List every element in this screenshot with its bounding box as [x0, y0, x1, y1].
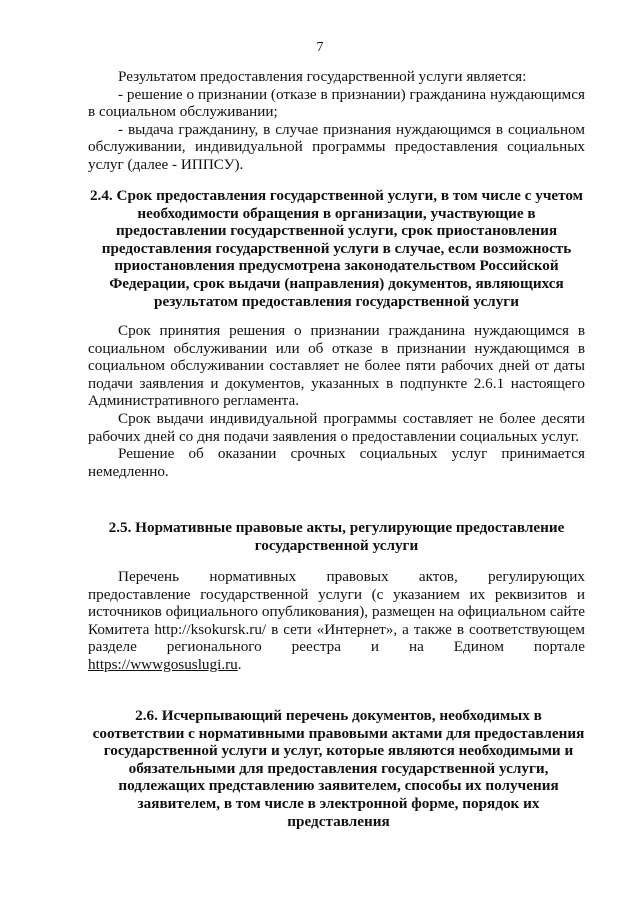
section-2-5-heading: 2.5. Нормативные правовые акты, регулирующие предоставление государственной услуги — [108, 519, 565, 554]
result-section — [88, 68, 585, 174]
legal-acts-paragraph — [88, 568, 585, 674]
legal-acts-end: . — [237, 655, 242, 673]
result-lead: Результатом предоставления государственной услуги является: — [118, 68, 527, 85]
result-item-ippsu: - выдача гражданину, в случае признания нуждающимся в социальном обслуживании, индивидуальной программы предоставления социальных услуг (далее - ИППСУ). — [88, 120, 585, 173]
section-2-4-body — [88, 322, 585, 480]
section-2-6-heading: 2.6. Исчерпывающий перечень документов, необходимых в соответствии с нормативными правовыми актами для предоставления государственной услуги и услуг, которые являются необходимыми и обязательными для предоставления государственной услуги, подлежащих представлению заявителем, способы их получения заявителем, в том числе в электронной форме, порядок их представления — [92, 707, 585, 830]
urgent-services-paragraph: Решение об оказании срочных социальных услуг принимается немедленно. — [88, 445, 585, 480]
gosuslugi-link[interactable]: https://wwwgosuslugi.ru — [88, 655, 238, 673]
page-number: 7 — [316, 40, 324, 55]
term-program-paragraph: Срок выдачи индивидуальной программы составляет не более десяти рабочих дней со дня подачи заявления о предоставлении социальных услуг. — [88, 409, 585, 445]
section-2-4-heading: 2.4. Срок предоставления государственной услуги, в том числе с учетом необходимости обращения в организации, участвующие в предоставлении государственной услуги, срок приостановления предоставления государственной услуги в случае, если возможность приостановления предусмотрена законодательством Российской Федерации, срок выдачи (направления) документов, являющихся результатом предоставления государственной услуги — [89, 187, 584, 310]
term-decision-paragraph: Срок принятия решения о признании гражданина нуждающимся в социальном обслуживании или об отказе в признании нуждающимся в социальном обслуживании составляет не более пяти рабочих дней от даты подачи заявления и документов, указанных в подпункте 2.6.1 настоящего Административного регламента. — [88, 322, 585, 410]
section-2-5-body — [88, 568, 585, 674]
legal-acts-text: Перечень нормативных правовых актов, регулирующих предоставление государственной услуги (с указанием их реквизитов и источников официального опубликования), размещен на официальном сайте Комитета http://ksokursk.ru/ в сети «Интернет», а также в соответствующем разделе регионального реестра и на Едином портале — [88, 568, 585, 656]
result-item-decision: - решение о признании (отказе в признании) гражданина нуждающимся в социальном обслуживании; — [88, 85, 585, 121]
